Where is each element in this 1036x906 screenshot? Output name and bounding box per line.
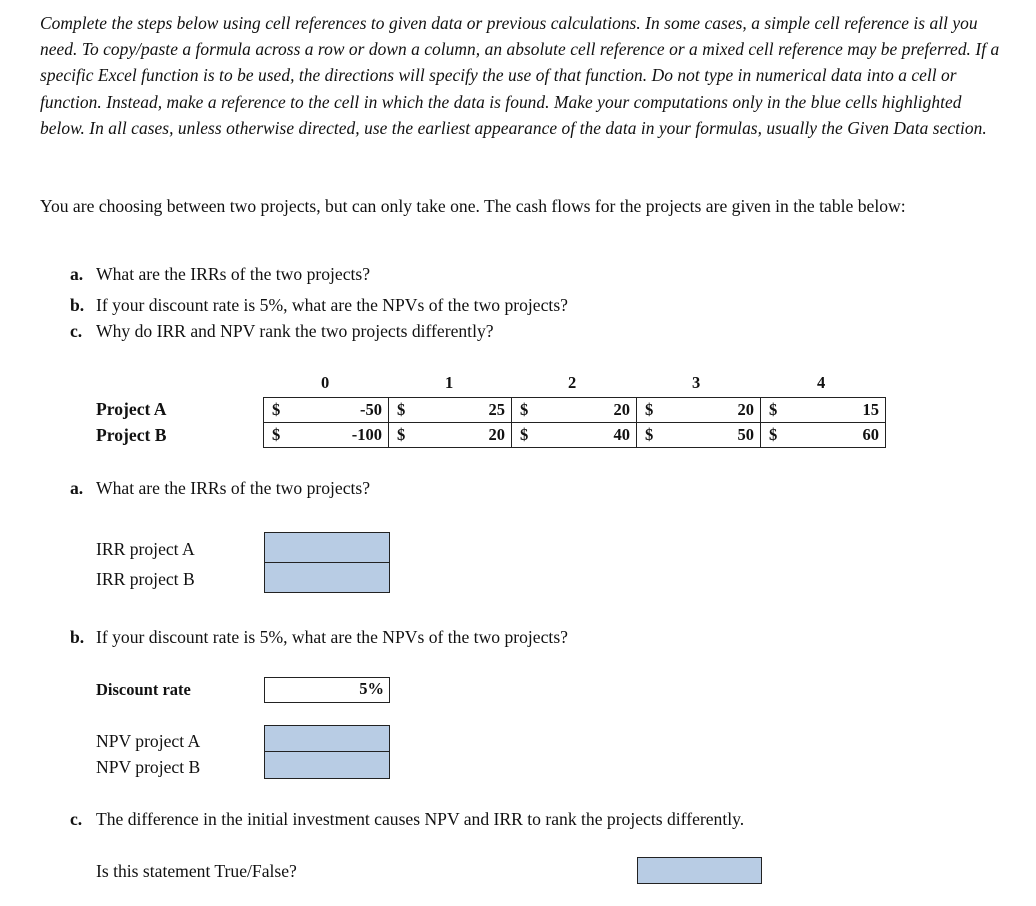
cell-a-3[interactable]: 20 xyxy=(667,398,761,423)
cell-b-3[interactable]: 50 xyxy=(667,423,761,448)
npv-a-input-cell[interactable] xyxy=(264,725,390,752)
cell-a-0-currency[interactable]: $ xyxy=(272,400,281,419)
cell-a-4-currency[interactable]: $ xyxy=(769,400,778,419)
project-a-label: Project A xyxy=(96,399,167,419)
irr-a-input-cell[interactable] xyxy=(264,532,390,563)
question-c-letter: c. xyxy=(70,321,83,341)
instructions-paragraph: Complete the steps below using cell references to given data or previous calculations. In some cases, a simple cell reference is all you need. To copy/paste a formula across a row or down a column, an absolute cell reference or a mixed cell reference may be preferred. If a specific Excel function is to be used, the directions will specify the use of that function. Do not type in numerical data into a cell or function. Instead, make a reference to the cell in which the data is found. Make your computations only in the blue cells highlighted below. In all cases, unless otherwise directed, use the earliest appearance of the data in your formulas, usually the Given Data section. xyxy=(40,13,1000,138)
npv-a-label: NPV project A xyxy=(96,731,201,751)
cell-a-4[interactable]: 15 xyxy=(862,400,879,419)
question-c-text: Why do IRR and NPV rank the two projects differently? xyxy=(96,321,494,341)
project-b-label: Project B xyxy=(96,425,167,445)
period-header-1: 1 xyxy=(445,373,454,392)
cell-a-0[interactable]: -50 xyxy=(294,398,389,423)
cell-b-2[interactable]: 40 xyxy=(542,423,637,448)
question-a-text: What are the IRRs of the two projects? xyxy=(96,264,371,284)
period-header-3: 3 xyxy=(692,373,701,392)
true-false-label: Is this statement True/False? xyxy=(96,861,297,881)
part-c-heading xyxy=(70,809,744,830)
period-header-0: 0 xyxy=(321,373,330,392)
cell-b-0-currency[interactable]: $ xyxy=(272,425,281,444)
part-a-letter: a. xyxy=(70,478,84,498)
cell-a-1[interactable]: 25 xyxy=(419,398,512,423)
cell-a-1-currency[interactable]: $ xyxy=(397,400,406,419)
irr-a-label: IRR project A xyxy=(96,539,195,559)
discount-rate-cell[interactable]: 5% xyxy=(264,677,390,703)
cell-b-4[interactable]: 60 xyxy=(862,425,879,444)
cell-b-4-currency[interactable]: $ xyxy=(769,425,778,444)
question-b-letter: b. xyxy=(70,295,85,315)
part-b-letter: b. xyxy=(70,627,85,647)
part-a-text: What are the IRRs of the two projects? xyxy=(96,478,371,498)
part-b-heading xyxy=(70,627,568,648)
part-c-text: The difference in the initial investment causes NPV and IRR to rank the projects differently. xyxy=(96,809,745,829)
period-header-2: 2 xyxy=(568,373,577,392)
cell-a-3-currency[interactable]: $ xyxy=(645,400,654,419)
cell-a-2[interactable]: 20 xyxy=(542,398,637,423)
question-a xyxy=(70,264,370,285)
question-b-text: If your discount rate is 5%, what are the NPVs of the two projects? xyxy=(96,295,568,315)
cell-b-1[interactable]: 20 xyxy=(419,423,512,448)
npv-b-label: NPV project B xyxy=(96,757,201,777)
scenario-text: You are choosing between two projects, but can only take one. The cash flows for the projects are given in the table below: xyxy=(40,196,906,216)
npv-b-input-cell[interactable] xyxy=(264,751,390,779)
cell-b-0[interactable]: -100 xyxy=(294,423,389,448)
question-b xyxy=(70,295,568,316)
discount-rate-label: Discount rate xyxy=(96,680,191,699)
question-a-letter: a. xyxy=(70,264,84,284)
irr-b-label: IRR project B xyxy=(96,569,195,589)
true-false-input-cell[interactable] xyxy=(637,857,762,884)
part-c-letter: c. xyxy=(70,809,83,829)
cell-b-3-currency[interactable]: $ xyxy=(645,425,654,444)
part-b-text: If your discount rate is 5%, what are the NPVs of the two projects? xyxy=(96,627,568,647)
question-c xyxy=(70,321,494,342)
cell-a-2-currency[interactable]: $ xyxy=(520,400,529,419)
cell-b-2-currency[interactable]: $ xyxy=(520,425,529,444)
part-a-heading xyxy=(70,478,370,499)
period-header-4: 4 xyxy=(817,373,826,392)
irr-b-input-cell[interactable] xyxy=(264,562,390,593)
cell-b-1-currency[interactable]: $ xyxy=(397,425,406,444)
